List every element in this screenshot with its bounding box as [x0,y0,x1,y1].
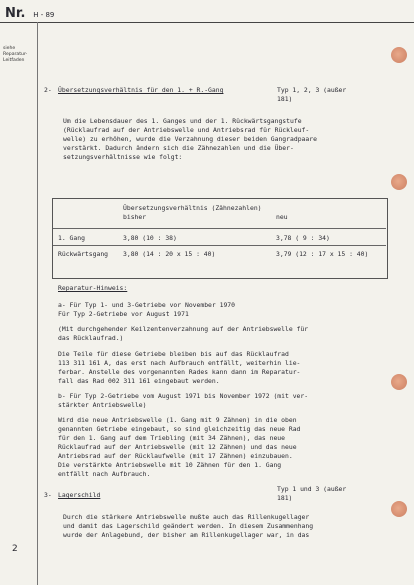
repair-line: Wird die neue Antriebswelle (1. Gang mit 9 Zähnen) in die oben [58,416,297,424]
page-number: 2 [12,544,18,554]
paragraph-line: setzungsverhältnisse wie folgt: [63,153,183,161]
repair-line: genannten Getriebe eingebaut, so sind gleichzeitig das neue Rad [58,425,301,433]
repair-line: Für Typ 2-Getriebe vor August 1971 [58,310,189,318]
paragraph-line: welle) zu erhöhen, wurde die Verzahnung dieser beiden Gangradpaare [63,135,317,143]
repair-heading: Reparatur-Hinweis: [58,284,128,292]
paragraph-line: (Rücklaufrad auf der Antriebswelle und Antriebsrad für Rückleuf- [63,126,310,134]
nr-value: H - 89 [33,11,55,19]
margin-note-line: siehe [3,46,16,51]
repair-line: fall das Rad 002 311 161 eingebaut werden. [58,377,220,385]
table-cell-bisher: 3,80 (10 : 38) [123,234,177,242]
paragraph-line: wurde der Anlagebund, der bisher am Rillenkugellager war, in das [63,531,310,539]
binder-hole [391,174,407,190]
section-typ: Typ 1 und 3 (außer [277,485,347,493]
table-header: Übersetzungsverhältnis (Zähnezahlen) [123,204,262,212]
repair-line: b- Für Typ 2-Getriebe vom August 1971 bis November 1972 (mit ver- [58,392,309,400]
repair-line: Antriebsrad auf der Rücklaufwelle (mit 17 Zähnen) einzubauen. [58,452,293,460]
section-typ-cont: 181) [277,95,293,103]
repair-line: 113 311 161 A, das erst nach Aufbrauch entfällt, weiterhin lie- [58,359,301,367]
table-cell-neu: 3,79 (12 : 17 x 15 : 40) [276,250,369,258]
repair-line: Die Teile für diese Getriebe bleiben bis auf das Rücklaufrad [58,350,289,358]
table-cell-bisher: 3,80 (14 : 20 x 15 : 40) [123,250,216,258]
table-row-label: Rückwärtsgang [58,250,109,258]
margin-note-line: Reparatur- [3,52,28,57]
repair-line: entfällt nach Aufbrauch. [58,470,151,478]
paragraph-line: Um die Lebensdauer des 1. Ganges und der 1. Rückwärtsgangstufe [63,117,302,125]
paragraph-line: verstärkt. Dadurch ändern sich die Zähnezahlen und die Über- [63,144,294,152]
margin-note [3,46,36,64]
repair-line: (Mit durchgehender Keilzentenverzahnung auf der Antriebswelle für [58,325,309,333]
repair-line: ferbar. Anstelle des vorgenannten Rades kann dann im Reparatur- [58,368,301,376]
header-rule [0,22,414,23]
paragraph-line: und damit das Lagerschild geändert werden. In diesem Zusammenhang [63,522,314,530]
margin-note-line: Leitfaden [3,58,25,63]
repair-line: für den 1. Gang auf dem Triebling (mit 34 Zähnen), das neue [58,434,286,442]
margin-column [0,22,38,585]
repair-line: stärkter Antriebswelle) [58,401,147,409]
repair-line: das Rücklaufrad.) [58,334,124,342]
col-bisher-header: bisher [123,213,147,221]
section-typ-cont: 181) [277,494,293,502]
nr-label: Nr. [5,6,26,21]
section-title: Lagerschild [58,491,101,499]
section-typ: Typ 1, 2, 3 (außer [277,86,347,94]
repair-line: a- Für Typ 1- und 3-Getriebe vor November 1970 [58,301,235,309]
table-rule [53,228,386,229]
binder-hole [391,374,407,390]
repair-line: Rücklaufrad auf der Antriebswelle (mit 12 Zähnen) und das neue [58,443,297,451]
section-title: Übersetzungsverhältnis für den 1. + R.-Gang [58,86,224,94]
paragraph-line: Durch die stärkere Antriebswelle mußte auch das Rillenkugellager [63,513,310,521]
col-neu-header: neu [276,213,288,221]
binder-hole [391,47,407,63]
table-rule [53,245,386,246]
table-cell-neu: 3,78 ( 9 : 34) [276,234,330,242]
document-number [5,6,54,21]
table-row-label: 1. Gang [58,234,85,242]
section-number: 3- [44,491,52,499]
binder-hole [391,501,407,517]
section-number: 2- [44,86,52,94]
repair-line: Die verstärkte Antriebswelle mit 10 Zähnen für den 1. Gang [58,461,282,469]
